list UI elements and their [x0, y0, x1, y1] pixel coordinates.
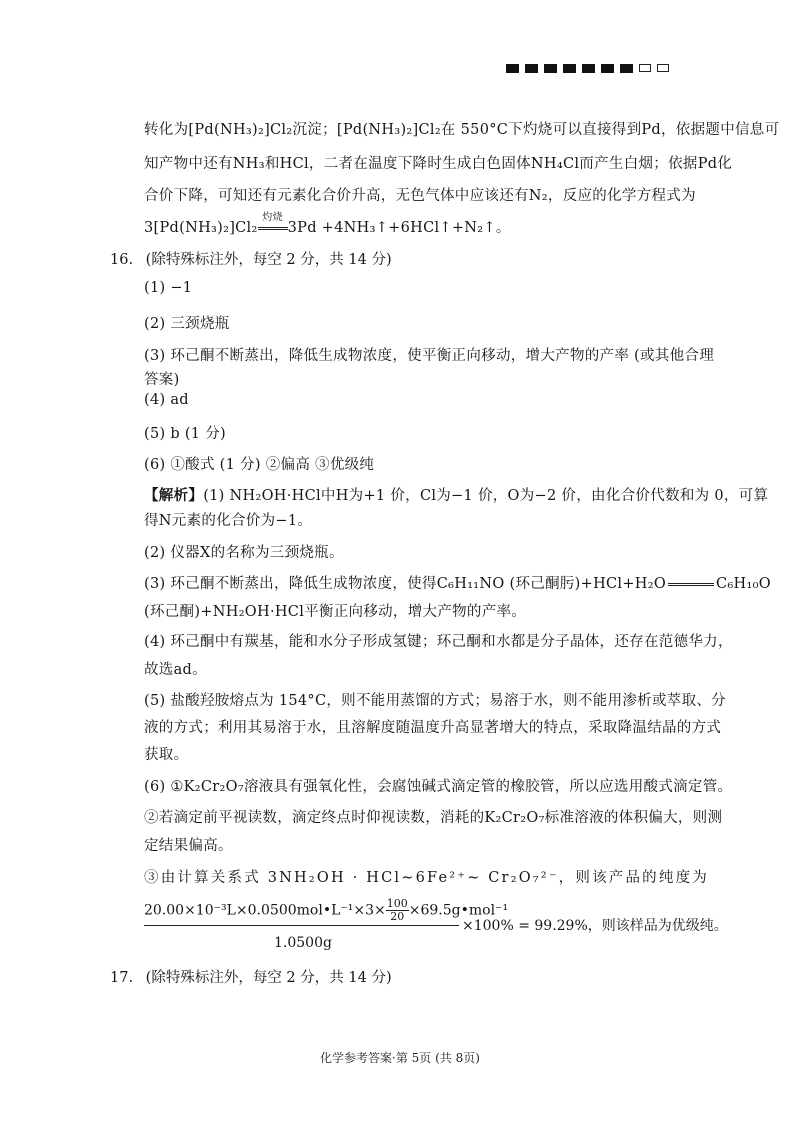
continued-text-line: 合价下降，可知还有元素化合价升高，无色气体中应该还有N₂，反应的化学方程式为	[144, 188, 696, 204]
marker-filled	[582, 64, 595, 73]
analysis-1-cont: 得N元素的化合价为−1。	[144, 513, 313, 529]
inner-fraction	[386, 898, 409, 923]
analysis-1-text: (1) NH₂OH·HCl中H为+1 价，Cl为−1 价，O为−2 价，由化合价代数和为 0，可算	[203, 488, 769, 504]
page-footer: 化学参考答案·第 5页 (共 8页)	[320, 1051, 480, 1065]
question-score-note: (除特殊标注外，每空 2 分，共 14 分)	[145, 970, 392, 986]
page-marker	[506, 64, 669, 73]
analysis-4-cont: 故选ad。	[144, 662, 207, 678]
marker-filled	[601, 64, 614, 73]
analysis-6: (6) ①K₂Cr₂O₇溶液具有强氧化性，会腐蚀碱式滴定管的橡胶管，所以应选用酸式滴定管。	[144, 779, 733, 795]
answer-5: (5) b (1 分)	[144, 426, 226, 442]
numerator-part: ×69.5g•mol⁻¹	[408, 902, 509, 919]
analysis-5-cont: 液的方式；利用其易溶于水，且溶解度随温度升高显著增大的特点，采取降温结晶的方式	[144, 720, 722, 736]
answer-1: (1) −1	[144, 280, 193, 296]
answer-2: (2) 三颈烧瓶	[144, 316, 230, 332]
numerator-part: 20.00×10⁻³L×0.0500mol•L⁻¹×3×	[144, 902, 386, 919]
answer-3-cont: 答案)	[144, 372, 180, 388]
equation-condition: 灼烧	[262, 212, 283, 223]
marker-filled	[563, 64, 576, 73]
question-number: 17.	[110, 970, 134, 986]
marker-filled	[525, 64, 538, 73]
analysis-3-left: (3) 环己酮不断蒸出，降低生成物浓度，使得C₆H₁₁NO (环己酮肟)+HCl+H₂O	[144, 576, 667, 592]
equation-reactants: 3[Pd(NH₃)₂]Cl₂	[144, 220, 258, 236]
answer-4: (4) ad	[144, 392, 189, 408]
question-number: 16.	[110, 252, 134, 268]
analysis-3-cont: (环己酮)+NH₂OH·HCl平衡正向移动，增大产物的产率。	[144, 604, 527, 620]
analysis-4: (4) 环己酮中有羰基，能和水分子形成氢键；环己酮和水都是分子晶体，还存在范德华力，	[144, 634, 733, 650]
purity-result: ×100% = 99.29%，则该样品为优级纯。	[462, 918, 728, 934]
question-score-note: (除特殊标注外，每空 2 分，共 14 分)	[145, 252, 392, 268]
analysis-5-cont: 获取。	[144, 747, 189, 763]
analysis-6-calc: ③由计算关系式 3NH₂OH · HCl∼6Fe²⁺∼ Cr₂O₇²⁻，则该产品的纯度为	[144, 870, 709, 886]
analysis-3-right: C₆H₁₀O	[716, 576, 771, 592]
analysis-6-cont: 定结果偏高。	[144, 838, 233, 854]
purity-fraction-denominator: 1.0500g	[274, 935, 332, 951]
answer-3: (3) 环己酮不断蒸出，降低生成物浓度，使平衡正向移动，增大产物的产率 (或其他合理	[144, 348, 715, 364]
analysis-1	[144, 484, 768, 505]
marker-filled	[544, 64, 557, 73]
purity-fraction-numerator	[144, 898, 508, 923]
answer-6: (6) ①酸式 (1 分) ②偏高 ③优级纯	[144, 457, 375, 473]
equation-products: 3Pd +4NH₃↑+6HCl↑+N₂↑。	[287, 220, 511, 236]
equation-arrow	[258, 212, 288, 236]
analysis-label: 【解析】	[144, 487, 204, 504]
inner-numerator: 100	[386, 897, 408, 910]
marker-hollow	[657, 64, 669, 72]
analysis-2: (2) 仪器X的名称为三颈烧瓶。	[144, 545, 344, 561]
question-16-header	[110, 248, 392, 269]
inner-denominator: 20	[390, 910, 405, 923]
marker-filled	[506, 64, 519, 73]
analysis-3	[144, 572, 771, 593]
analysis-6-cont: ②若滴定前平视读数，滴定终点时仰视读数，消耗的K₂Cr₂O₇标准溶液的体积偏大，则测	[144, 810, 723, 826]
marker-filled	[620, 64, 633, 73]
analysis-5: (5) 盐酸羟胺熔点为 154°C，则不能用蒸馏的方式；易溶于水，则不能用渗析或萃取、分	[144, 693, 726, 709]
reaction-equation	[144, 212, 511, 237]
question-17-header	[110, 966, 392, 987]
continued-text-line: 知产物中还有NH₃和HCl，二者在温度下降时生成白色固体NH₄Cl而产生白烟；依据Pd化	[144, 156, 733, 172]
marker-hollow	[639, 64, 651, 72]
continued-text-line: 转化为[Pd(NH₃)₂]Cl₂沉淀；[Pd(NH₃)₂]Cl₂在 550°C下灼烧可以直接得到Pd，依据题中信息可	[144, 122, 780, 138]
equilibrium-sign	[668, 583, 714, 586]
fraction-line	[144, 925, 459, 926]
